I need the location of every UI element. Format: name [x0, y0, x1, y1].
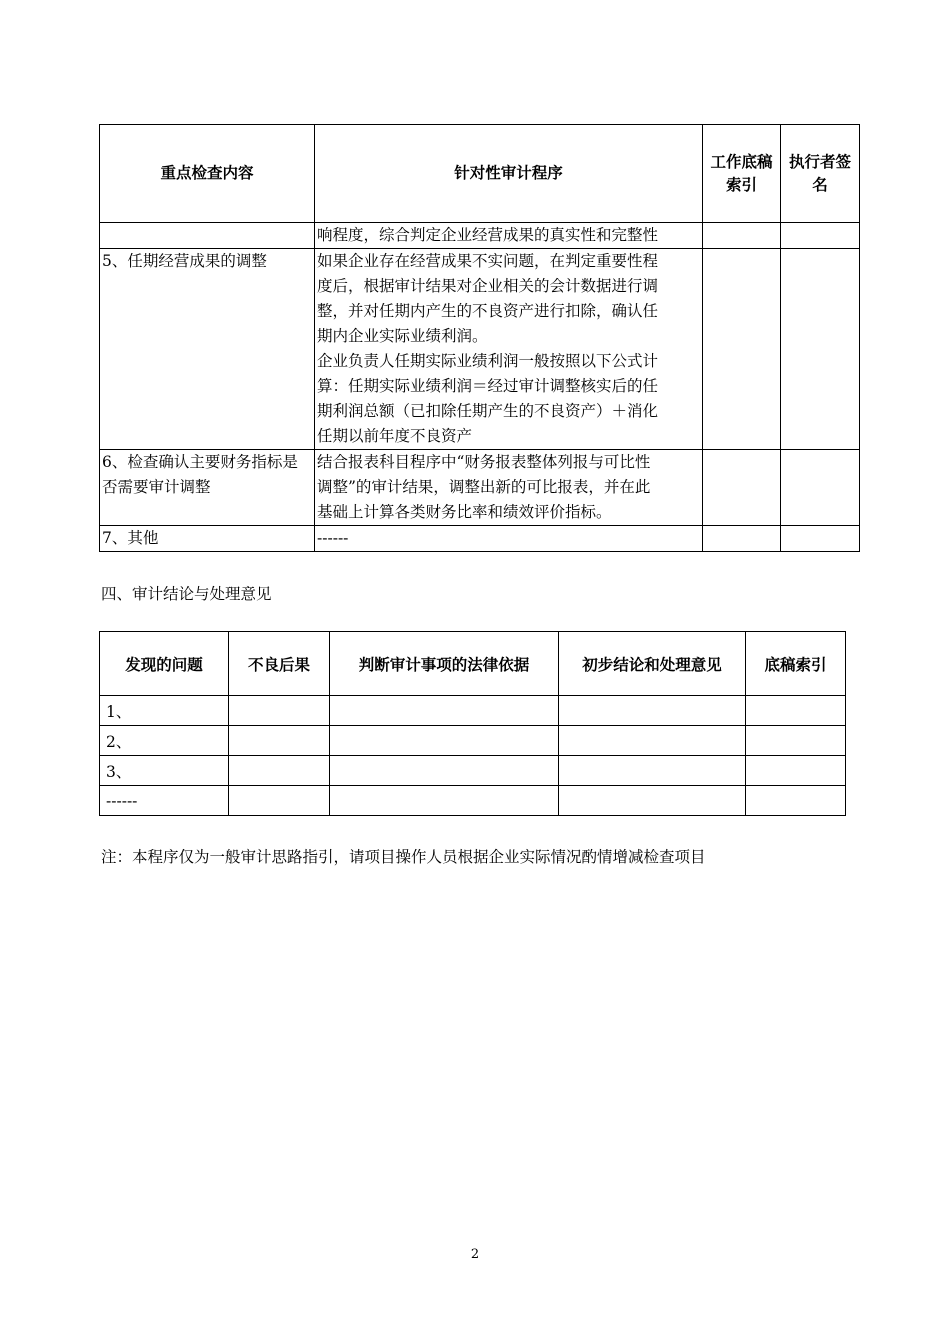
empty-cell [746, 756, 846, 786]
issue-cell: 3、 [100, 756, 229, 786]
procedure-line: 期利润总额（已扣除任期产生的不良资产）＋消化 [317, 402, 659, 420]
signature-cell [781, 526, 860, 552]
procedure-line: 响程度，综合判定企业经营成果的真实性和完整性 [317, 226, 659, 244]
empty-cell [229, 726, 330, 756]
empty-cell [559, 726, 746, 756]
content-cell: 6、检查确认主要财务指标是否需要审计调整 [100, 450, 315, 526]
header-conclusion: 初步结论和处理意见 [559, 632, 746, 696]
empty-cell [330, 696, 559, 726]
procedure-line: 度后，根据审计结果对企业相关的会计数据进行调 [317, 277, 659, 295]
empty-cell [229, 756, 330, 786]
procedure-cell [315, 526, 703, 552]
procedure-cell [315, 249, 703, 450]
procedure-line: ------ [317, 529, 349, 547]
table-row [100, 223, 860, 249]
conclusion-table [99, 631, 846, 816]
workpaper-index-cell [703, 450, 781, 526]
procedure-line: 期内企业实际业绩利润。 [317, 327, 488, 345]
issue-cell: ------ [100, 786, 229, 816]
empty-cell [559, 786, 746, 816]
empty-cell [229, 786, 330, 816]
procedure-line: 企业负责人任期实际业绩利润一般按照以下公式计 [317, 352, 659, 370]
audit-procedure-table [99, 124, 860, 552]
empty-cell [330, 786, 559, 816]
issue-cell: 1、 [100, 696, 229, 726]
empty-cell [746, 786, 846, 816]
workpaper-index-cell [703, 249, 781, 450]
empty-cell [229, 696, 330, 726]
header-issue: 发现的问题 [100, 632, 229, 696]
header-content: 重点检查内容 [100, 125, 315, 223]
table-row [100, 249, 860, 450]
workpaper-index-cell [703, 223, 781, 249]
header-legal-basis: 判断审计事项的法律依据 [330, 632, 559, 696]
procedure-cell [315, 450, 703, 526]
table-row [100, 526, 860, 552]
table-header-row [100, 125, 860, 223]
section-title: 四、审计结论与处理意见 [101, 585, 272, 603]
footnote: 注：本程序仅为一般审计思路指引，请项目操作人员根据企业实际情况酌情增减检查项目 [101, 848, 706, 866]
signature-cell [781, 249, 860, 450]
procedure-line: 结合报表科目程序中“财务报表整体列报与可比性 [317, 453, 651, 471]
content-cell [100, 223, 315, 249]
procedure-cell [315, 223, 703, 249]
page-number: 2 [470, 1247, 480, 1262]
table-row [100, 696, 846, 726]
issue-cell: 2、 [100, 726, 229, 756]
header-index: 底稿索引 [746, 632, 846, 696]
table-row [100, 756, 846, 786]
table-row [100, 726, 846, 756]
table-header-row [100, 632, 846, 696]
signature-cell [781, 450, 860, 526]
procedure-line: 调整”的审计结果，调整出新的可比报表，并在此 [317, 478, 651, 496]
procedure-line: 如果企业存在经营成果不实问题，在判定重要性程 [317, 252, 659, 270]
header-consequence: 不良后果 [229, 632, 330, 696]
procedure-line: 任期以前年度不良资产 [317, 427, 473, 445]
empty-cell [330, 756, 559, 786]
content-cell: 7、其他 [100, 526, 315, 552]
procedure-line: 算：任期实际业绩利润＝经过审计调整核实后的任 [317, 377, 659, 395]
header-procedure: 针对性审计程序 [315, 125, 703, 223]
header-workpaper-index: 工作底稿索引 [703, 125, 781, 223]
empty-cell [559, 696, 746, 726]
table-row [100, 450, 860, 526]
empty-cell [559, 756, 746, 786]
empty-cell [746, 726, 846, 756]
empty-cell [746, 696, 846, 726]
procedure-line: 基础上计算各类财务比率和绩效评价指标。 [317, 503, 612, 521]
workpaper-index-cell [703, 526, 781, 552]
header-signature: 执行者签名 [781, 125, 860, 223]
content-cell: 5、任期经营成果的调整 [100, 249, 315, 450]
procedure-line: 整，并对任期内产生的不良资产进行扣除，确认任 [317, 302, 659, 320]
signature-cell [781, 223, 860, 249]
table-row [100, 786, 846, 816]
empty-cell [330, 726, 559, 756]
